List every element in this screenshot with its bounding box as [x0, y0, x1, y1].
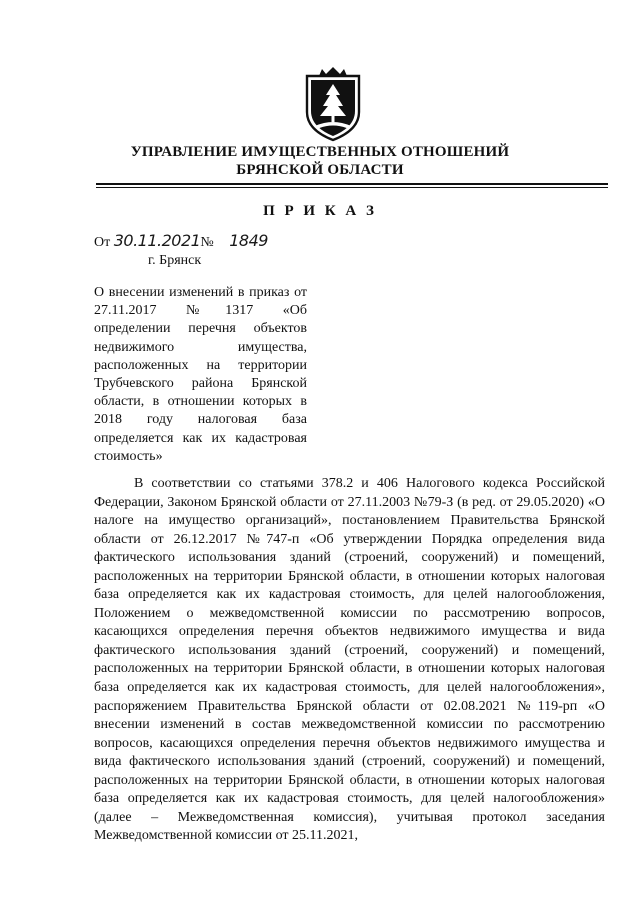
city-label: г. Брянск: [148, 253, 202, 268]
order-subject: О внесении изменений в приказ от 27.11.2017 №1317 «Об определении перечня объектов недвижимого имущества, расположенных на территории Трубчевского района Брянской области, в отношении которых в 2018 году налоговая база определяется как их кадастровая стоимость»: [94, 285, 307, 464]
organization-name-line-2: БРЯНСКОЙ ОБЛАСТИ: [236, 162, 404, 178]
organization-name-line-1: УПРАВЛЕНИЕ ИМУЩЕСТВЕННЫХ ОТНОШЕНИЙ: [130, 144, 510, 160]
order-preamble-paragraph: В соответствии со статьями 378.2 и 406 Налогового кодекса Российской Федерации, Законом Брянской области от 27.11.2003 №79-З (в ред. от 29.05.2020) «О налоге на имущество организаций», постановлением Правительства Брянской области от 26.12.2017 №747-п «Об утверждении Порядка определения вида фактического использования зданий (строений, сооружений) и помещений, расположенных на территории Брянской области, в отношении которых налоговая база определяется как их кадастровая стоимость, для целей налогообложения, Положением о межведомственной комиссии по рассмотрению вопросов, касающихся определения перечня объектов недвижимого имущества и вида фактического использования зданий (строений, сооружений) и помещений, расположенных на территории Брянской области, в отношении которых налоговая база определяется как их кадастровая стоимость, для целей налогообложения», распоряжением Правительства Брянской области от 02.08.2021 №119-рп «О внесении изменений в состав межведомственной комиссии по рассмотрению вопросов, касающихся определения перечня объектов недвижимого имущества и вида фактического использования зданий (строений, сооружений) и помещений, расположенных на территории Брянской области, в отношении которых налоговая база определяется как их кадастровая стоимость, для целей налогообложения» (далее – Межведомственная комиссия), учитывая протокол заседания Межведомственной комиссии от 25.11.2021,: [94, 476, 605, 844]
document-type-title: П Р И К А З: [263, 203, 377, 219]
header-divider-thin: [96, 187, 608, 188]
handwritten-number: 1849: [229, 231, 268, 250]
coat-of-arms-emblem: [302, 66, 364, 142]
number-prefix: №: [200, 235, 214, 250]
handwritten-date: 30.11.2021: [113, 231, 201, 250]
header-divider-thick: [96, 183, 608, 185]
date-number-line: [94, 231, 268, 251]
date-prefix: От: [94, 235, 111, 250]
